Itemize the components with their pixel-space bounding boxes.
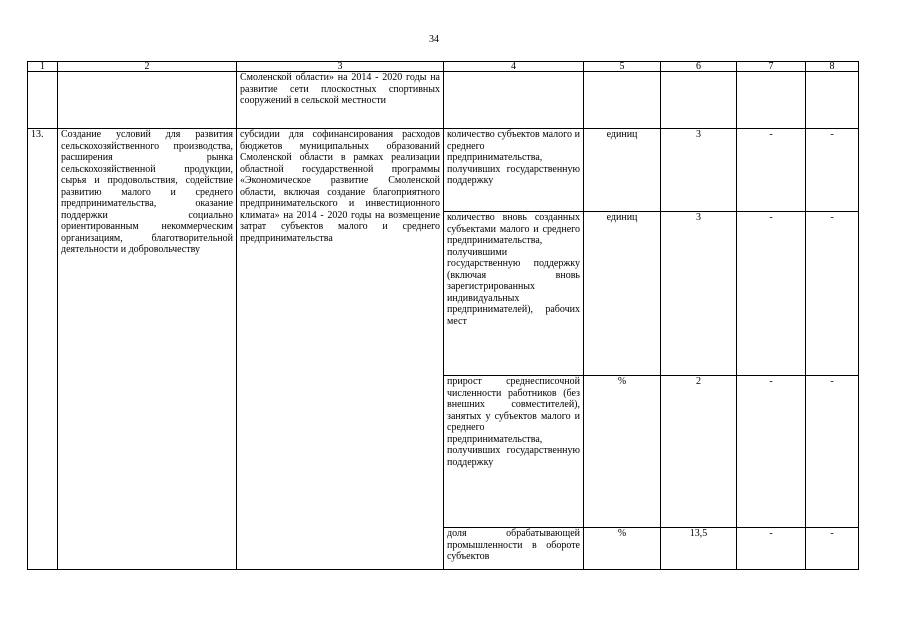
cont-cell-1 <box>28 72 58 129</box>
indicator-col8: - <box>806 129 859 212</box>
header-cell-3: 3 <box>237 62 444 72</box>
indicator-col8: - <box>806 528 859 570</box>
cont-cell-5 <box>584 72 661 129</box>
table-row <box>28 129 859 212</box>
header-row <box>28 62 859 72</box>
header-cell-6: 6 <box>661 62 737 72</box>
header-cell-4: 4 <box>444 62 584 72</box>
indicator-unit: % <box>584 528 661 570</box>
indicator-value: 3 <box>661 129 737 212</box>
cont-cell-4 <box>444 72 584 129</box>
indicator-name: прирост среднесписочной численности работников (без внешних совместителей), занятых у субъектов малого и среднего предпринимательства, получивших государственную поддержку <box>444 376 584 528</box>
measure-cell: Создание условий для развития сельскохозяйственного производства, расширения рынка сельскохозяйственной продукции, сырья и продовольствия, содействие развитию малого и среднего предпринимательства, оказание поддержки социально ориентированным некоммерческим организациям, благотворительной деятельности и добровольчеству <box>58 129 237 570</box>
header-cell-5: 5 <box>584 62 661 72</box>
data-table <box>27 61 859 570</box>
purpose-cell: субсидии для софинансирования расходов бюджетов муниципальных образований Смоленской области в рамках реализации областной государственной программы «Экономическое развитие Смоленской области, включая создание благоприятного предпринимательского и инвестиционного климата» на 2014 - 2020 годы на возмещение затрат субъектов малого и среднего предпринимательства <box>237 129 444 570</box>
indicator-col7: - <box>737 212 806 376</box>
page-number: 34 <box>429 34 439 45</box>
indicator-value: 3 <box>661 212 737 376</box>
indicator-name: количество субъектов малого и среднего предпринимательства, получивших государственную поддержку <box>444 129 584 212</box>
cont-cell-8 <box>806 72 859 129</box>
indicator-unit: единиц <box>584 212 661 376</box>
indicator-value: 13,5 <box>661 528 737 570</box>
cont-cell-6 <box>661 72 737 129</box>
header-cell-2: 2 <box>58 62 237 72</box>
indicator-col7: - <box>737 528 806 570</box>
indicator-col8: - <box>806 212 859 376</box>
indicator-unit: единиц <box>584 129 661 212</box>
continuation-row <box>28 72 859 129</box>
indicator-name: доля обрабатывающей промышленности в обороте субъектов <box>444 528 584 570</box>
indicator-value: 2 <box>661 376 737 528</box>
indicator-name: количество вновь созданных субъектами малого и среднего предпринимательства, получившими государственную поддержку (включая вновь зарегистрированных индивидуальных предпринимателей), рабочих мест <box>444 212 584 376</box>
row-number: 13. <box>28 129 58 570</box>
indicator-unit: % <box>584 376 661 528</box>
cont-cell-3: Смоленской области» на 2014 - 2020 годы на развитие сети плоскостных спортивных сооружений в сельской местности <box>237 72 444 129</box>
indicator-col7: - <box>737 129 806 212</box>
header-cell-8: 8 <box>806 62 859 72</box>
header-cell-1: 1 <box>28 62 58 72</box>
cont-cell-7 <box>737 72 806 129</box>
cont-cell-2 <box>58 72 237 129</box>
header-cell-7: 7 <box>737 62 806 72</box>
indicator-col8: - <box>806 376 859 528</box>
indicator-col7: - <box>737 376 806 528</box>
